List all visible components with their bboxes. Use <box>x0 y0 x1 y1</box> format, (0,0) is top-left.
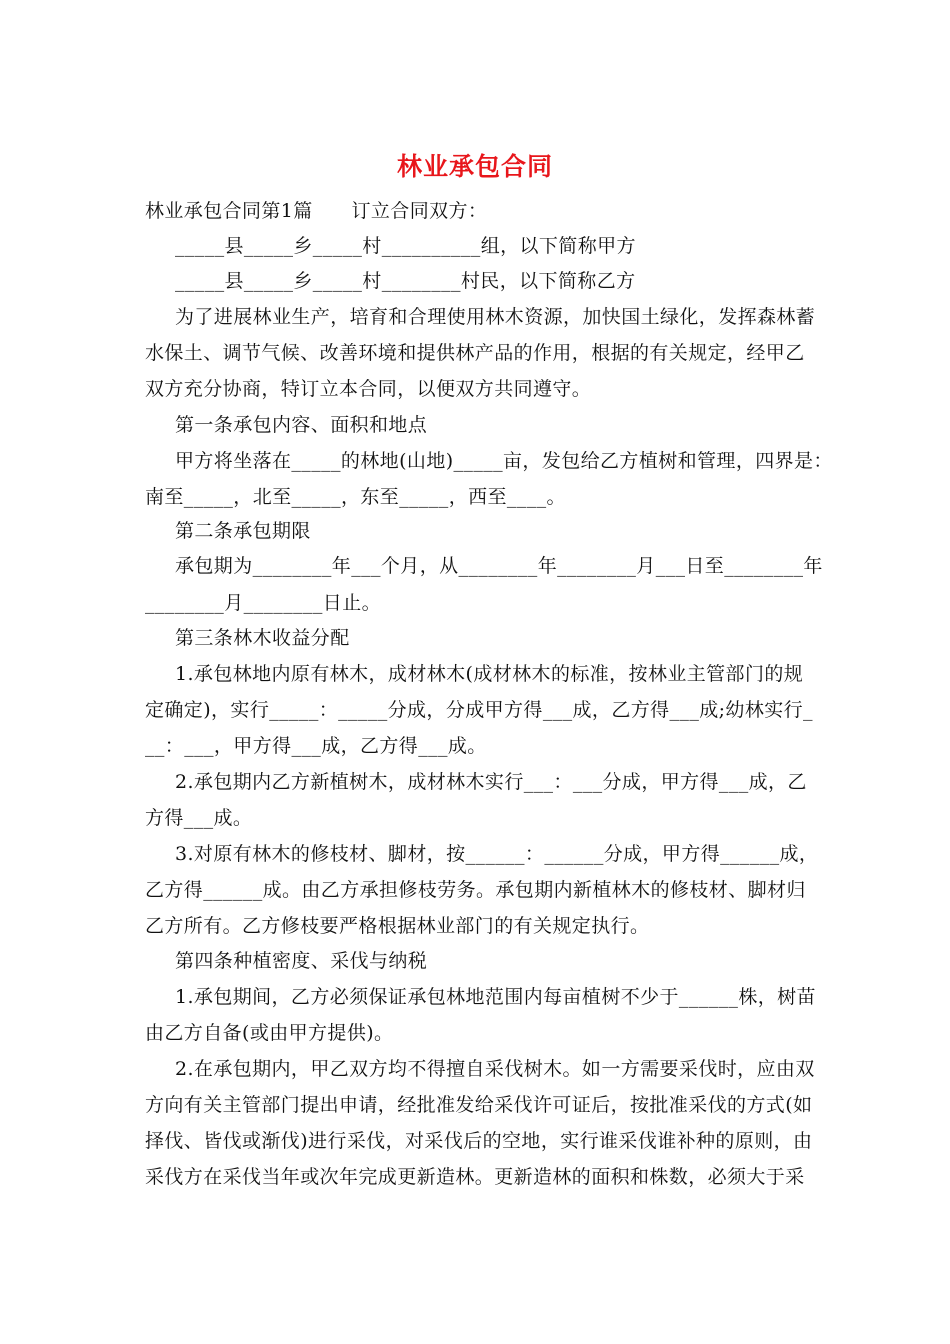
section-heading: 第三条林木收益分配 <box>175 627 350 649</box>
document-line: _____县_____乡_____村__________组，以下简称甲方 <box>175 235 636 257</box>
document-line: 双方充分协商，特订立本合同，以便双方共同遵守。 <box>145 378 592 400</box>
document-line: 择伐、皆伐或渐伐)进行采伐，对采伐后的空地，实行谁采伐谁补种的原则，由 <box>145 1130 813 1152</box>
document-line: 乙方得______成。由乙方承担修枝劳务。承包期内新植林木的修枝材、脚材归 <box>145 879 806 901</box>
document-line: 由乙方自备(或由甲方提供)。 <box>145 1022 394 1044</box>
document-line: 乙方所有。乙方修枝要严格根据林业部门的有关规定执行。 <box>145 915 650 937</box>
document-line: ________月________日止。 <box>145 592 382 614</box>
document-line: 2.在承包期内，甲乙双方均不得擅自采伐树木。如一方需要采伐时，应由双 <box>175 1058 815 1080</box>
document-line: 水保土、调节气候、改善环境和提供林产品的作用，根据的有关规定，经甲乙 <box>145 342 805 364</box>
document-line: 2.承包期内乙方新植树木，成材林木实行___：___分成，甲方得___成，乙 <box>175 771 807 793</box>
document-line: 采伐方在采伐当年或次年完成更新造林。更新造林的面积和株数，必须大于采 <box>145 1166 805 1188</box>
document-line: __：___，甲方得___成，乙方得___成。 <box>145 735 487 757</box>
document-title: 林业承包合同 <box>396 152 553 181</box>
document-line: 承包期为________年___个月，从________年________月___日至________年 <box>175 555 823 577</box>
document-line: 林业承包合同第1篇 订立合同双方： <box>145 200 488 222</box>
document-line: 方向有关主管部门提出申请，经批准发给采伐许可证后，按批准采伐的方式(如 <box>145 1094 813 1116</box>
document-line: 南至_____，北至_____，东至_____，西至____。 <box>145 486 566 508</box>
section-heading: 第二条承包期限 <box>175 520 311 542</box>
document-line: 定确定)，实行_____：_____分成，分成甲方得___成，乙方得___成;幼林实行_ <box>145 699 813 721</box>
section-heading: 第一条承包内容、面积和地点 <box>175 414 428 436</box>
document-line: 甲方将坐落在_____的林地(山地)_____亩，发包给乙方植树和管理，四界是： <box>175 450 833 472</box>
section-heading: 第四条种植密度、采伐与纳税 <box>175 950 428 972</box>
document-line: _____县_____乡_____村________村民，以下简称乙方 <box>175 270 636 292</box>
document-line: 1.承包期间，乙方必须保证承包林地范围内每亩植树不少于______株，树苗 <box>175 986 816 1008</box>
document-line: 1.承包林地内原有林木，成材林木(成材林木的标准，按林业主管部门的规 <box>175 663 804 685</box>
document-line: 3.对原有林木的修枝材、脚材，按______：______分成，甲方得______成， <box>175 843 819 865</box>
document-line: 为了进展林业生产，培育和合理使用林木资源，加快国土绿化，发挥森林蓄 <box>175 306 816 328</box>
document-line: 方得___成。 <box>145 807 253 829</box>
